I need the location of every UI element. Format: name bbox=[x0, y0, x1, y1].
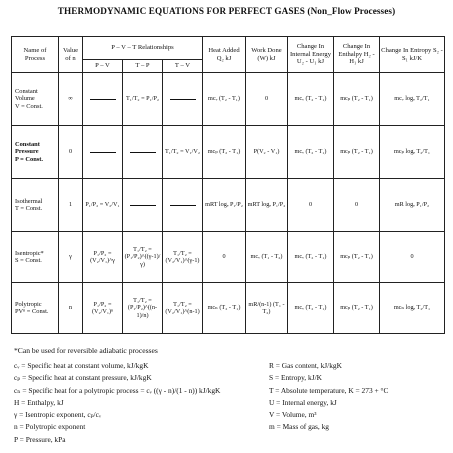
process-cell bbox=[12, 126, 59, 179]
dh-cell: mcₚ (T₂ - T₁) bbox=[334, 283, 380, 334]
du-cell: mcᵥ (T₂ - T₁) bbox=[288, 126, 334, 179]
header-n: Value of n bbox=[59, 37, 83, 73]
dh-cell: mcₚ (T₂ - T₁) bbox=[334, 232, 380, 283]
notes-left bbox=[14, 360, 254, 446]
dash-mark bbox=[130, 152, 156, 153]
header-dh: Change In Enthalpy H₂ - H₁ kJ bbox=[334, 37, 380, 73]
document-title: THERMODYNAMIC EQUATIONS FOR PERFECT GASES (Non_Flow Processes) bbox=[57, 6, 396, 16]
pv-cell: P₁/P₂ = (V₂/V₁)^γ bbox=[83, 232, 123, 283]
pv-cell: P₁/P₂ = V₂/V₁ bbox=[83, 179, 123, 232]
work-cell: P(V₂ - V₁) bbox=[246, 126, 288, 179]
process-name: Constant Pressure bbox=[15, 140, 40, 156]
process-cell bbox=[12, 179, 59, 232]
ds-cell: mcₚ logₑ T₂/T₁ bbox=[380, 126, 445, 179]
note-line: V = Volume, m³ bbox=[269, 410, 317, 420]
tp-cell bbox=[123, 126, 163, 179]
note-line: cᵥ = Specific heat at constant volume, kJ/kgK bbox=[14, 361, 149, 370]
du-cell: mcᵥ (T₂ - T₁) bbox=[288, 73, 334, 126]
process-condition: PVⁿ = Const. bbox=[15, 308, 49, 315]
dash-mark bbox=[130, 205, 156, 206]
n-cell: n bbox=[59, 283, 83, 334]
du-cell: mcᵥ (T₂ - T₁) bbox=[288, 283, 334, 334]
header-pv: P – V bbox=[83, 60, 123, 73]
note-line: n = Polytropic exponent bbox=[14, 422, 86, 432]
header-name: Name of Process bbox=[12, 37, 59, 73]
tv-cell: T₁/T₂ = V₁/V₂ bbox=[163, 126, 203, 179]
header-du: Change In Internal Energy U₂ - U₁ kJ bbox=[288, 37, 334, 73]
notes-right bbox=[269, 360, 449, 434]
process-cell bbox=[12, 73, 59, 126]
process-name: Isothermal bbox=[15, 197, 43, 205]
work-cell: 0 bbox=[246, 73, 288, 126]
note-line: H = Enthalpy, kJ bbox=[14, 397, 64, 407]
work-cell: mR/(n-1) (T₁ - T₂) bbox=[246, 283, 288, 334]
tp-cell: T₁/T₂ = (P₁/P₂)^((γ-1)/γ) bbox=[123, 232, 163, 283]
n-cell: 0 bbox=[59, 126, 83, 179]
dh-cell: mcₚ (T₂ - T₁) bbox=[334, 73, 380, 126]
work-cell: mRT logₑ P₁/P₂ bbox=[246, 179, 288, 232]
ds-cell: mcᵥ logₑ T₂/T₁ bbox=[380, 73, 445, 126]
n-cell: 1 bbox=[59, 179, 83, 232]
note-line: γ = Isentropic exponent, cₚ/cᵥ bbox=[14, 410, 102, 420]
table-row bbox=[12, 126, 445, 179]
tp-cell: T₁/T₂ = P₁/P₂ bbox=[123, 73, 163, 126]
process-condition: T = Const. bbox=[15, 205, 43, 212]
ds-cell: mR logₑ P₁/P₂ bbox=[380, 179, 445, 232]
tp-cell bbox=[123, 179, 163, 232]
note-line: P = Pressure, kPa bbox=[14, 434, 66, 444]
process-cell bbox=[12, 283, 59, 334]
pv-cell bbox=[83, 73, 123, 126]
process-condition: S = Const. bbox=[15, 257, 42, 264]
ds-cell: mcₙ logₑ T₂/T₁ bbox=[380, 283, 445, 334]
tv-cell bbox=[163, 179, 203, 232]
process-condition: P = Const. bbox=[15, 155, 43, 163]
process-condition: V = Const. bbox=[15, 102, 43, 110]
du-cell: 0 bbox=[288, 179, 334, 232]
header-heat: Heat Added Q₂ kJ bbox=[203, 37, 246, 73]
process-name: Polytropic bbox=[15, 300, 42, 308]
process-cell bbox=[12, 232, 59, 283]
table-row bbox=[12, 232, 445, 283]
dash-mark bbox=[170, 99, 196, 100]
equations-table bbox=[11, 36, 445, 334]
work-cell: mcᵥ (T₁ - T₂) bbox=[246, 232, 288, 283]
heat-cell: mcᵥ (T₂ - T₁) bbox=[203, 73, 246, 126]
tv-cell bbox=[163, 73, 203, 126]
tp-cell: T₁/T₂ = (P₁/P₂)^((n-1)/n) bbox=[123, 283, 163, 334]
header-pvt: P – V – T Relationships bbox=[83, 37, 203, 60]
dash-mark bbox=[90, 152, 116, 153]
dh-cell: 0 bbox=[334, 179, 380, 232]
table-row bbox=[12, 179, 445, 232]
heat-cell: mcₚ (T₂ - T₁) bbox=[203, 126, 246, 179]
pv-cell bbox=[83, 126, 123, 179]
heat-cell: 0 bbox=[203, 232, 246, 283]
dash-mark bbox=[90, 99, 116, 100]
heat-cell: mRT logₑ P₁/P₂ bbox=[203, 179, 246, 232]
ds-cell: 0 bbox=[380, 232, 445, 283]
header-tp: T – P bbox=[123, 60, 163, 73]
footnote: *Can be used for reversible adiabatic processes bbox=[14, 346, 158, 355]
process-name: Isentropic* bbox=[15, 249, 44, 257]
table-row bbox=[12, 283, 445, 334]
heat-cell: mcₙ (T₂ - T₁) bbox=[203, 283, 246, 334]
tv-cell: T₁/T₂ = (V₂/V₁)^(γ-1) bbox=[163, 232, 203, 283]
note-line: S = Entropy, kJ/K bbox=[269, 373, 322, 383]
dash-mark bbox=[170, 205, 196, 206]
n-cell: γ bbox=[59, 232, 83, 283]
header-row bbox=[12, 37, 445, 60]
process-name: Constant Volume bbox=[15, 87, 38, 103]
header-tv: T – V bbox=[163, 60, 203, 73]
table-row bbox=[12, 73, 445, 126]
header-ds: Change In Entropy S₂ - S₁ kJ/K bbox=[380, 37, 445, 73]
note-line: R = Gas content, kJ/kgK bbox=[269, 361, 342, 370]
pv-cell: P₁/P₂ = (V₂/V₁)ⁿ bbox=[83, 283, 123, 334]
tv-cell: T₁/T₂ = (V₂/V₁)^(n-1) bbox=[163, 283, 203, 334]
header-work: Work Done (W) kJ bbox=[246, 37, 288, 73]
n-cell: ∞ bbox=[59, 73, 83, 126]
note-line: T = Absolute temperature, K = 273 + °C bbox=[269, 385, 389, 395]
note-line: U = Internal energy, kJ bbox=[269, 397, 337, 407]
note-line: cₙ = Specific heat for a polytropic process = cᵥ ((γ - n)/(1 - n)) kJ/kgK bbox=[14, 385, 221, 395]
dh-cell: mcₚ (T₂ - T₁) bbox=[334, 126, 380, 179]
note-line: m = Mass of gas, kg bbox=[269, 422, 330, 432]
du-cell: mcᵥ (T₂ - T₁) bbox=[288, 232, 334, 283]
note-line: cₚ = Specific heat at constant pressure, kJ/kgK bbox=[14, 373, 152, 383]
